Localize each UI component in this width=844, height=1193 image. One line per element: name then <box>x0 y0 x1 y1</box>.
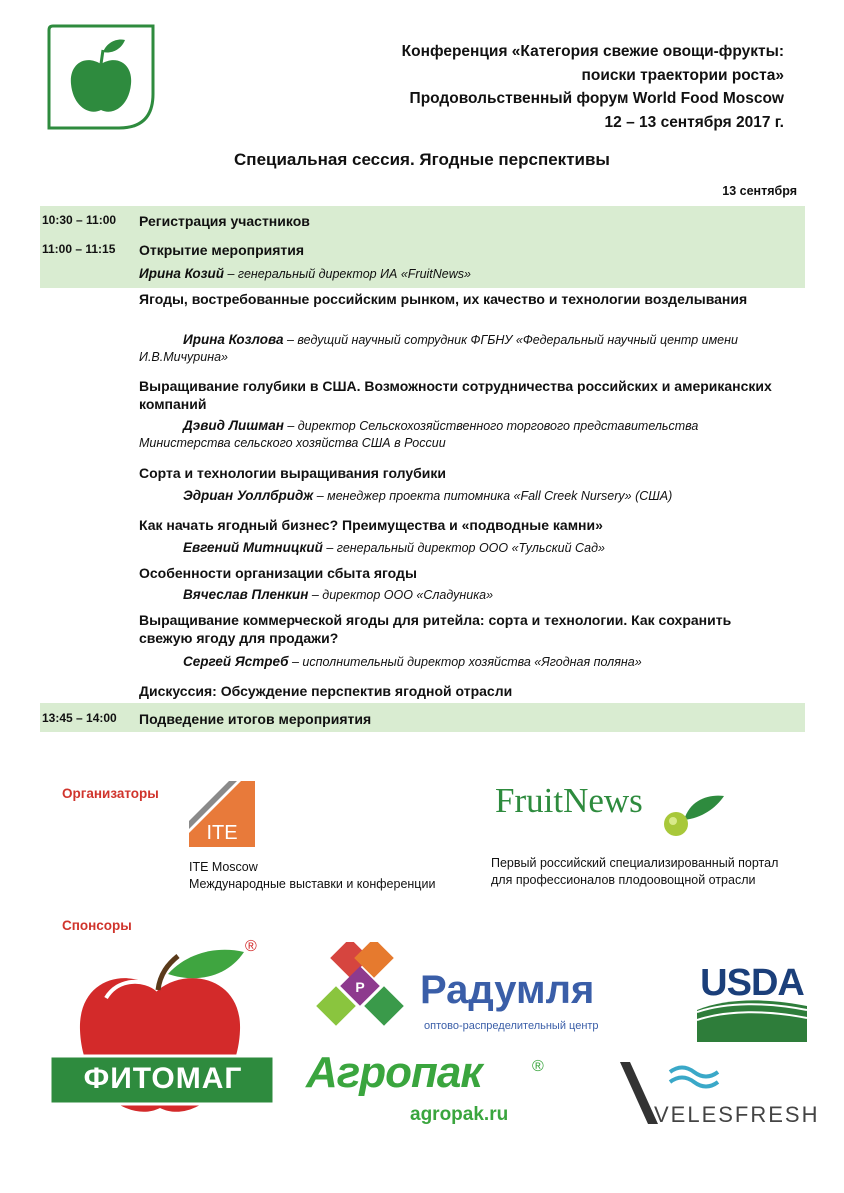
agropak-logo-text: Агропак <box>306 1048 482 1097</box>
speaker-role: – директор Сельскохозяйственного торгового представительства Министерства сельского хозяйства США в России <box>139 419 699 450</box>
header-line-3: Продовольственный форум World Food Moscow <box>409 90 784 107</box>
speaker-talk-2 <box>139 417 759 452</box>
speaker-name: Евгений Митницкий <box>183 540 323 555</box>
header-line-4: 12 – 13 сентября 2017 г. <box>604 113 784 131</box>
ite-description: Международные выставки и конференции <box>189 877 436 891</box>
speaker-opening <box>139 265 759 283</box>
item-closing: Подведение итогов мероприятия <box>139 711 372 727</box>
svg-text:P: P <box>355 979 365 995</box>
item-registration: Регистрация участников <box>139 213 310 229</box>
header-line-2: поиски траектории роста» <box>581 66 784 84</box>
speaker-name: Дэвид Лишман <box>183 418 284 433</box>
radumlya-subtitle: оптово-распределительный центр <box>424 1020 599 1032</box>
agropak-url: agropak.ru <box>410 1104 509 1125</box>
header-line-1: Конференция «Категория свежие овощи-фрукты: <box>401 43 784 60</box>
speaker-talk-3 <box>183 487 803 505</box>
speaker-name: Вячеслав Пленкин <box>183 587 309 602</box>
speaker-talk-4 <box>183 539 803 557</box>
fruitnews-leaf-icon <box>660 790 726 840</box>
item-opening: Открытие мероприятия <box>139 242 305 258</box>
ite-name: ITE Moscow <box>189 860 258 874</box>
ite-logo <box>189 781 255 847</box>
fitomag-registered-mark: ® <box>245 938 257 955</box>
time-closing: 13:45 – 14:00 <box>42 711 117 725</box>
item-talk-3: Сорта и технологии выращивания голубики <box>139 465 447 481</box>
session-date: 13 сентября <box>722 184 797 198</box>
item-talk-4: Как начать ягодный бизнес? Преимущества и «подводные камни» <box>139 517 603 533</box>
fruitnews-description: Первый российский специализированный портал для профессионалов плодоовощной отрасли <box>491 856 779 887</box>
speaker-name: Эдриан Уоллбридж <box>183 488 314 503</box>
time-opening: 11:00 – 11:15 <box>42 242 116 256</box>
speaker-role: – директор ООО «Сладуника» <box>308 588 494 602</box>
time-registration: 10:30 – 11:00 <box>42 213 117 227</box>
ite-logo-text: ITE <box>206 822 238 844</box>
usda-logo-text: USDA <box>700 962 804 1004</box>
speaker-name: Сергей Ястреб <box>183 654 289 669</box>
organizers-label: Организаторы <box>62 786 159 801</box>
speaker-name: Ирина Козлова <box>183 332 284 347</box>
velesfresh-logo <box>618 1058 820 1128</box>
speaker-talk-5 <box>183 586 803 604</box>
sponsors-label: Спонсоры <box>62 918 132 933</box>
agropak-registered-mark: ® <box>532 1058 544 1075</box>
conference-logo <box>45 24 157 130</box>
usda-logo <box>697 962 807 1042</box>
velesfresh-logo-text: VELESFRESH <box>654 1102 820 1127</box>
speaker-name: Ирина Козий <box>139 266 225 281</box>
radumlya-logo-text: Радумля <box>420 968 595 1012</box>
item-talk-1: Ягоды, востребованные российским рынком, их качество и технологии возделывания <box>139 291 748 307</box>
item-talk-5: Особенности организации сбыта ягоды <box>139 565 417 581</box>
speaker-role: – менеджер проекта питомника «Fall Creek Nursery» (США) <box>313 489 673 503</box>
speaker-role: – исполнительный директор хозяйства «Ягодная поляна» <box>288 655 642 669</box>
speaker-talk-6 <box>183 653 803 671</box>
speaker-role: – ведущий научный сотрудник ФГБНУ «Федеральный научный центр имени И.В.Мичурина» <box>139 333 738 364</box>
speaker-talk-1 <box>139 331 759 366</box>
item-talk-6: Выращивание коммерческой ягоды для ритейла: сорта и технологии. Как сохранить свежую ягоду для продажи? <box>139 612 732 646</box>
fitomag-logo-text: ФИТОМАГ <box>83 1062 243 1095</box>
fitomag-logo <box>48 938 278 1128</box>
radumlya-icon <box>308 942 408 1038</box>
speaker-role: – генеральный директор ИА «FruitNews» <box>224 267 471 281</box>
item-talk-2: Выращивание голубики в США. Возможности сотрудничества российских и американских компаний <box>139 378 772 412</box>
conference-header <box>224 40 784 134</box>
item-discussion: Дискуссия: Обсуждение перспектив ягодной отрасли <box>139 683 513 699</box>
fruitnews-logo-text: FruitNews <box>495 781 643 820</box>
session-title: Специальная сессия. Ягодные перспективы <box>234 150 610 169</box>
speaker-role: – генеральный директор ООО «Тульский Сад» <box>322 541 605 555</box>
